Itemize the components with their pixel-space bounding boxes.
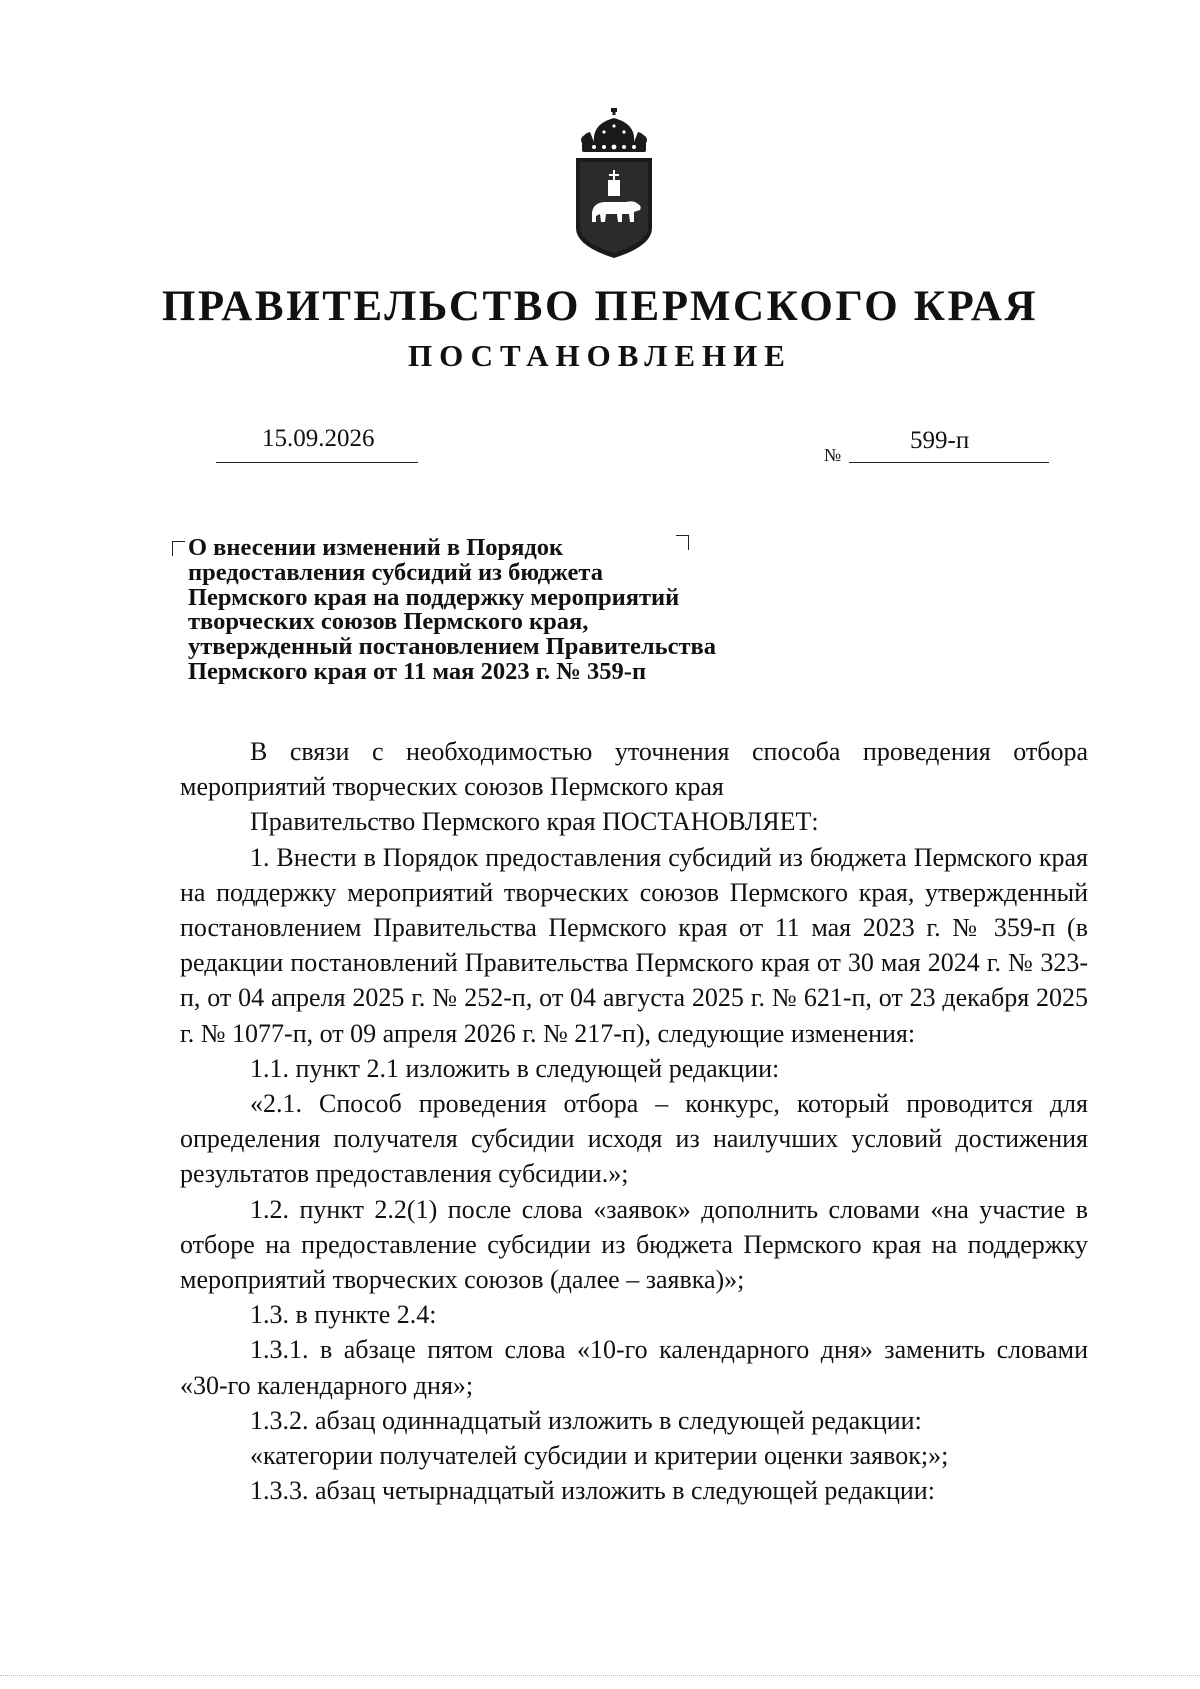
body-paragraph: В связи с необходимостью уточнения способа проведения отбора мероприятий творческих союзов Пермского края bbox=[180, 737, 1088, 802]
document-subject bbox=[188, 536, 828, 685]
subject-line: О внесении изменений в Порядок bbox=[188, 534, 564, 561]
subject-line: Пермского края на поддержку мероприятий bbox=[188, 583, 680, 611]
body-paragraph: «2.1. Способ проведения отбора – конкурс, который проводится для определения получателя субсидии исходя из наилучших условий достижения результатов предоставления субсидии.»; bbox=[180, 1089, 1088, 1189]
body-paragraph: 1.3.3. абзац четырнадцатый изложить в следующей редакции: bbox=[250, 1476, 935, 1506]
organization-title: ПРАВИТЕЛЬСТВО ПЕРМСКОГО КРАЯ bbox=[161, 283, 1039, 330]
subject-line: утвержденный постановлением Правительства bbox=[188, 633, 716, 661]
document-number: 599-п bbox=[910, 427, 970, 454]
scan-artifact bbox=[0, 1675, 1200, 1678]
subject-line: творческих союзов Пермского края, bbox=[188, 608, 589, 636]
body-paragraph: 1. Внести в Порядок предоставления субсидий из бюджета Пермского края на поддержку мероприятий творческих союзов Пермского края, утвержденный постановлением Правительства Пермского края от 11 мая 2023 г. № 359-п (в редакции постановлений Правительства Пермского края от 30 мая 2024 г. № 323-п, от 04 апреля 2025 г. № 252-п, от 04 августа 2025 г. № 621-п, от 23 декабря 2025 г. № 1077-п, от 09 апреля 2026 г. № 217-п), следующие изменения: bbox=[180, 842, 1088, 1048]
number-underline bbox=[849, 462, 1049, 463]
date-underline bbox=[216, 462, 418, 463]
body-paragraph: 1.3.2. абзац одиннадцатый изложить в следующей редакции: bbox=[250, 1405, 922, 1435]
subject-bracket-left bbox=[172, 541, 185, 556]
body-paragraph: 1.3.1. в абзаце пятом слова «10-го календарного дня» заменить словами «30-го календарного дня»; bbox=[180, 1335, 1088, 1400]
body-paragraph: 1.3. в пункте 2.4: bbox=[250, 1300, 437, 1330]
body-paragraph: 1.2. пункт 2.2(1) после слова «заявок» дополнить словами «на участие в отборе на предоставление субсидии из бюджета Пермского края на поддержку мероприятий творческих союзов (далее – заявка)»; bbox=[180, 1194, 1088, 1295]
body-paragraph: Правительство Пермского края ПОСТАНОВЛЯЕТ: bbox=[250, 807, 819, 837]
subject-line: предоставления субсидий из бюджета bbox=[188, 558, 603, 586]
body-paragraph: 1.1. пункт 2.1 изложить в следующей редакции: bbox=[250, 1053, 780, 1083]
subject-line: Пермского края от 11 мая 2023 г. № 359-п bbox=[188, 657, 647, 685]
perm-krai-coat-of-arms-icon bbox=[572, 108, 656, 260]
document-date: 15.09.2026 bbox=[262, 425, 375, 452]
document-type-title: ПОСТАНОВЛЕНИЕ bbox=[408, 338, 792, 373]
document-body bbox=[180, 734, 1088, 1508]
body-paragraph: «категории получателей субсидии и критерии оценки заявок;»; bbox=[250, 1441, 949, 1471]
number-sign: № bbox=[824, 445, 842, 465]
